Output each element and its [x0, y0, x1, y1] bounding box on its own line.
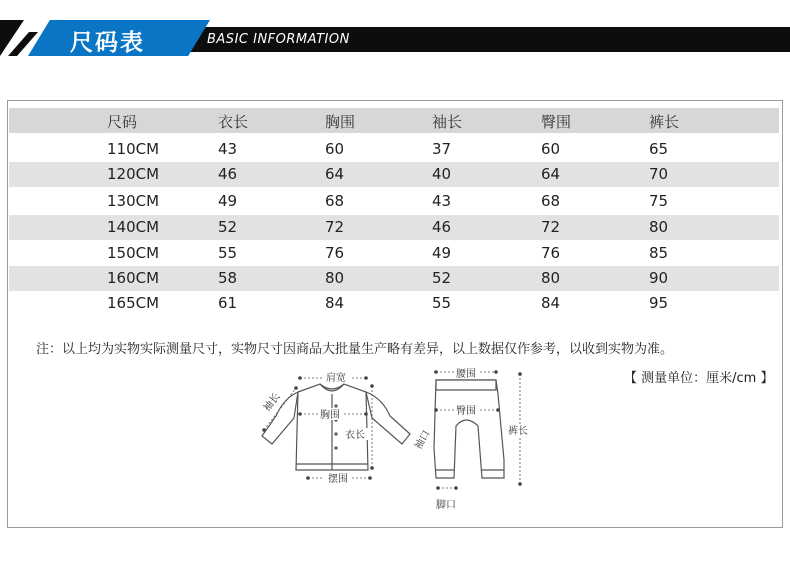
unit-label: 【 测量单位：厘米/cm 】	[624, 371, 774, 386]
table-cell: 120CM	[107, 165, 160, 183]
table-cell: 160CM	[107, 269, 160, 287]
table-cell: 64	[325, 165, 345, 183]
size-table	[9, 108, 779, 316]
table-cell: 72	[325, 218, 345, 236]
measurement-diagram	[250, 368, 550, 514]
label-hip: 臀围	[456, 406, 476, 417]
table-cell: 46	[218, 165, 238, 183]
column-header: 裤长	[649, 113, 680, 131]
table-cell: 60	[325, 140, 345, 158]
table-row	[9, 240, 779, 266]
label-cuff: 袖口	[413, 428, 433, 452]
column-header: 臀围	[541, 113, 572, 131]
table-cell: 49	[218, 192, 238, 210]
column-header: 胸围	[325, 113, 356, 131]
header-banner	[0, 0, 790, 56]
table-cell: 61	[218, 294, 238, 312]
table-cell: 65	[649, 140, 669, 158]
table-cell: 55	[432, 294, 452, 312]
table-row	[9, 291, 779, 316]
column-header: 尺码	[107, 113, 138, 131]
table-cell: 72	[541, 218, 561, 236]
table-cell: 150CM	[107, 244, 160, 262]
label-waist: 腰围	[456, 369, 476, 380]
label-sleeve: 袖长	[261, 391, 283, 414]
table-cell: 52	[432, 269, 452, 287]
pants-illustration	[434, 380, 504, 478]
table-cell: 52	[218, 218, 238, 236]
table-cell: 60	[541, 140, 561, 158]
table-cell: 43	[218, 140, 238, 158]
table-cell: 90	[649, 269, 669, 287]
label-shoulder: 肩宽	[326, 373, 346, 384]
table-cell: 76	[541, 244, 561, 262]
table-cell: 110CM	[107, 140, 160, 158]
table-row	[9, 162, 779, 187]
table-cell: 40	[432, 165, 452, 183]
table-cell: 80	[541, 269, 561, 287]
page-subtitle: BASIC INFORMATION	[207, 32, 350, 47]
table-cell: 140CM	[107, 218, 160, 236]
page-title: 尺码表	[70, 30, 145, 56]
table-row	[9, 187, 779, 215]
label-chest: 胸围	[320, 410, 340, 421]
label-length: 衣长	[345, 430, 365, 441]
table-cell: 76	[325, 244, 345, 262]
table-row	[9, 137, 779, 162]
table-cell: 70	[649, 165, 669, 183]
label-hem: 摆围	[328, 474, 348, 485]
table-cell: 80	[649, 218, 669, 236]
table-cell: 130CM	[107, 192, 160, 210]
column-header: 袖长	[432, 113, 463, 131]
table-cell: 80	[325, 269, 345, 287]
table-cell: 84	[325, 294, 345, 312]
table-cell: 85	[649, 244, 669, 262]
table-cell: 165CM	[107, 294, 160, 312]
table-cell: 64	[541, 165, 561, 183]
table-cell: 75	[649, 192, 669, 210]
table-cell: 68	[541, 192, 561, 210]
table-cell: 95	[649, 294, 669, 312]
column-header: 衣长	[218, 113, 249, 131]
table-cell: 55	[218, 244, 238, 262]
table-cell: 43	[432, 192, 452, 210]
shirt-illustration	[262, 384, 410, 470]
table-cell: 37	[432, 140, 452, 158]
table-row	[9, 215, 779, 240]
disclaimer-note: 注：以上均为实物实际测量尺寸，实物尺寸因商品大批量生产略有差异，以上数据仅作参考，以收到实物为准。	[36, 342, 674, 357]
table-cell: 68	[325, 192, 345, 210]
label-leg-opening: 脚口	[436, 500, 456, 511]
label-pants-length: 裤长	[508, 426, 528, 437]
table-cell: 46	[432, 218, 452, 236]
table-cell: 49	[432, 244, 452, 262]
table-cell: 84	[541, 294, 561, 312]
table-row	[9, 266, 779, 291]
table-cell: 58	[218, 269, 238, 287]
table-header-row	[9, 108, 779, 133]
